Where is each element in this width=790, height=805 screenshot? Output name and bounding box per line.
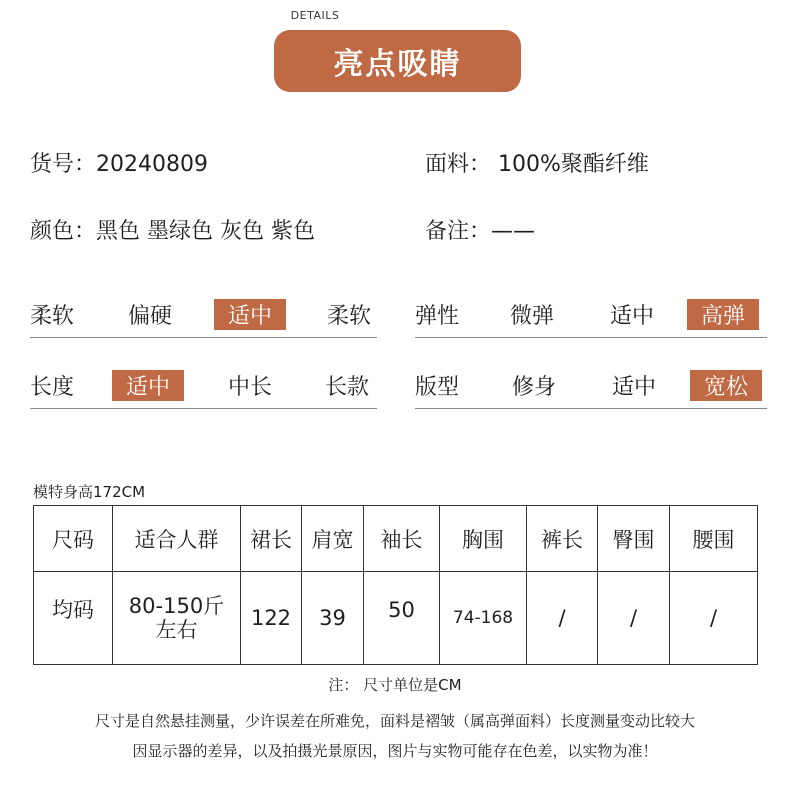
elasticity-option: 适中 xyxy=(610,304,655,329)
length-label: 长度 xyxy=(30,375,75,400)
size-table xyxy=(33,505,758,665)
fit-option: 适中 xyxy=(612,375,657,400)
softness-option: 偏硬 xyxy=(128,304,173,329)
disclaimer xyxy=(0,706,790,766)
elasticity-label: 弹性 xyxy=(415,304,460,329)
unit-note: 注： 尺寸单位是CM xyxy=(328,676,462,694)
details-label: DETAILS xyxy=(290,9,340,22)
disclaimer-line: 因显示器的差异，以及拍摄光景原因，图片与实物可能存在色差，以实物为准！ xyxy=(132,742,658,760)
length-option-selected: 适中 xyxy=(112,370,184,401)
length-option: 长款 xyxy=(325,375,370,400)
fabric: 面料： 100%聚酯纤维 xyxy=(425,152,649,177)
disclaimer-line: 尺寸是自然悬挂测量，少许误差在所难免，面料是褶皱（属高弹面料）长度测量变动比较大 xyxy=(94,712,695,730)
model-height: 模特身高172CM xyxy=(33,483,146,501)
fit-option-selected: 宽松 xyxy=(690,370,762,401)
table-cell: 74-168 xyxy=(440,572,527,665)
colors: 颜色：黑色 墨绿色 灰色 紫色 xyxy=(30,219,315,244)
elasticity-option-selected: 高弹 xyxy=(687,299,759,330)
attribute-row-2 xyxy=(0,370,790,402)
divider xyxy=(30,408,377,409)
length-option: 中长 xyxy=(228,375,273,400)
table-header: 适合人群 xyxy=(113,506,241,572)
table-header: 裤长 xyxy=(527,506,598,572)
softness-label: 柔软 xyxy=(30,304,75,329)
table-header-row xyxy=(34,506,758,572)
table-cell: 均码 xyxy=(34,572,113,665)
divider xyxy=(415,408,767,409)
table-cell: 80-150斤 左右 xyxy=(113,572,241,665)
table-cell: 39 xyxy=(302,572,364,665)
table-row xyxy=(34,572,758,665)
table-header: 腰围 xyxy=(670,506,758,572)
softness-option-selected: 适中 xyxy=(214,299,286,330)
softness-option: 柔软 xyxy=(327,304,372,329)
table-cell: 50 xyxy=(364,572,440,665)
table-cell: / xyxy=(670,572,758,665)
table-header: 袖长 xyxy=(364,506,440,572)
section-title: 亮点吸睛 xyxy=(274,30,521,92)
fit-option: 修身 xyxy=(512,375,557,400)
table-header: 肩宽 xyxy=(302,506,364,572)
remark: 备注：—— xyxy=(425,219,536,244)
table-cell: / xyxy=(527,572,598,665)
table-header: 胸围 xyxy=(440,506,527,572)
table-header: 裙长 xyxy=(241,506,302,572)
item-number: 货号：20240809 xyxy=(30,152,208,177)
divider xyxy=(415,337,767,338)
elasticity-option: 微弹 xyxy=(510,304,555,329)
table-cell: / xyxy=(598,572,670,665)
table-header: 臀围 xyxy=(598,506,670,572)
attribute-row-1 xyxy=(0,299,790,331)
divider xyxy=(30,337,377,338)
table-cell: 122 xyxy=(241,572,302,665)
table-header: 尺码 xyxy=(34,506,113,572)
fit-label: 版型 xyxy=(415,375,460,400)
